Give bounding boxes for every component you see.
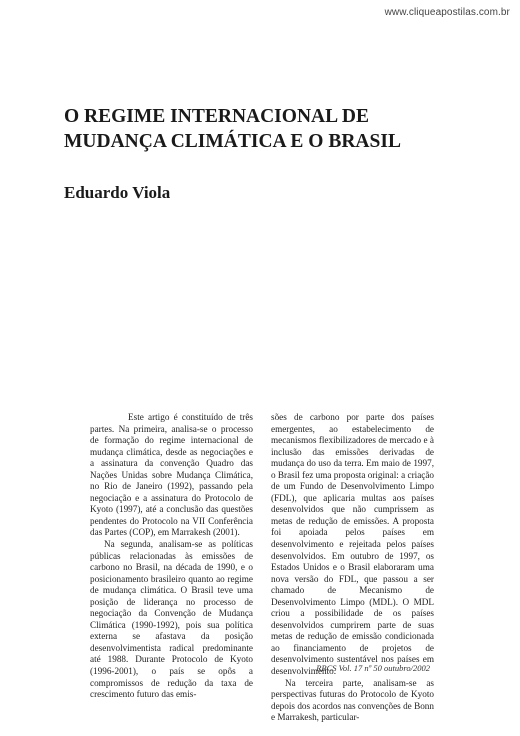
abstract-column-right — [271, 412, 434, 724]
paragraph-1: Este artigo é constituído de três partes. Na primeira, analisa-se o processo de formação do regime internacional de mudança climática, desde as negociações e a assinatura da convenção Quadro das Nações Unidas sobre Mudança Climática, no Rio de Janeiro (1992), passando pela negociação e a assinatura do Protocolo de Kyoto (1997), até a conclusão das questões pendentes do Protocolo na VII Conferência das Partes (COP), em Marrakesh (2001). — [90, 412, 253, 538]
title-line-1: O REGIME INTERNACIONAL DE — [64, 106, 370, 127]
source-watermark: www.cliqueapostilas.com.br — [384, 7, 510, 18]
paragraph-2: Na segunda, analisam-se as políticas públicas relacionadas às emissões de carbono no Brasil, na década de 1990, e o posicionamento brasileiro quanto ao regime de mudança climática. O Brasil teve uma posição de liderança no processo de negociação da Convenção de Mudança Climática (1990-1992), pois sua política externa se afastava da posição desenvolvimentista radical predominante até 1988. Durante Protocolo de Kyoto (1996-2001), o país se opôs a compromissos de redução da taxa de crescimento futuro das emis- — [90, 539, 253, 700]
paragraph-2-continued: sões de carbono por parte dos países emergentes, ao estabelecimento de mecanismos flexibilizadores de mercado e à inclusão das emissões derivadas de mudança do uso da terra. Em maio de 1997, o Brasil fez uma proposta original: a criação de um Fundo de Desenvolvimento Limpo (FDL), que aplicaria multas aos países desenvolvidos que não cumprissem as metas de redução de emissões. A proposta foi apoiada pelos países em desenvolvimento e rejeitada pelos países desenvolvidos. Em outubro de 1997, os Estados Unidos e o Brasil elaboraram uma nova versão do FDL, que passou a ser chamado de Mecanismo de Desenvolvimento Limpo (MDL). O MDL criou a possibilidade de os países desenvolvidos cumprirem parte de suas metas de redução de emissão condicionada ao financiamento de projetos de desenvolvimento sustentável nos países em desenvolvimento. — [271, 412, 435, 677]
article-title — [64, 104, 464, 154]
author-name: Eduardo Viola — [64, 183, 171, 202]
paragraph-3: Na terceira parte, analisam-se as perspectivas futuras do Protocolo de Kyoto depois dos acordos nas convenções de Bonn e Marrakesh, particular- — [271, 677, 434, 723]
journal-citation: RBCS Vol. 17 nº 50 outubro/2002 — [316, 663, 430, 673]
abstract-column-left — [90, 412, 253, 701]
title-line-2: MUDANÇA CLIMÁTICA E O BRASIL — [64, 131, 401, 152]
